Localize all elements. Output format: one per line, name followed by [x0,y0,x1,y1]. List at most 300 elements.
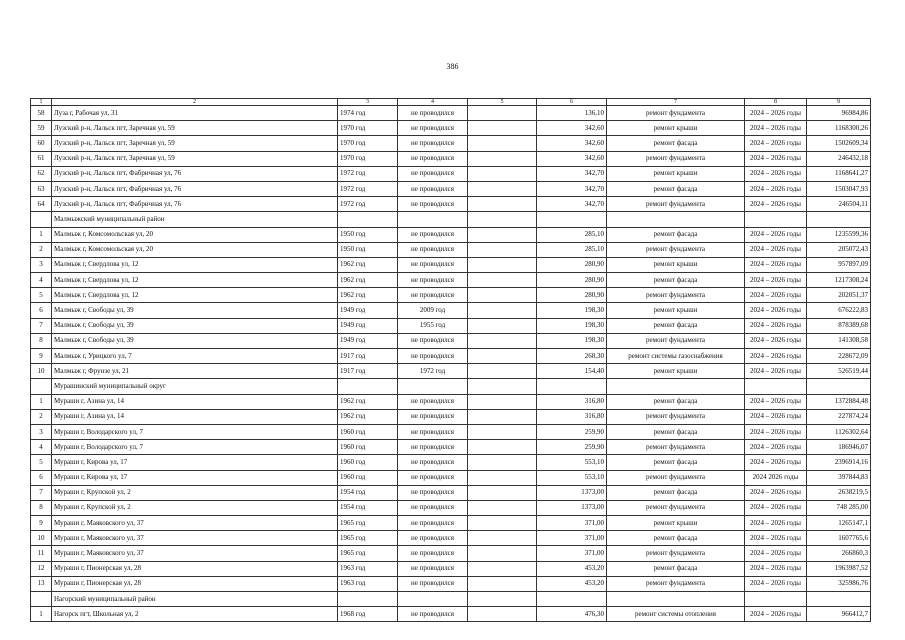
area-cell: 280,90 [537,257,607,272]
address-cell: Мураши г, Пионерская ул, 28 [52,576,338,591]
year-built-cell: 1962 год [338,409,398,424]
row-number: 7 [31,485,52,500]
table-row [31,166,871,181]
work-type-cell: ремонт фундамента [607,470,745,485]
address-cell: Мураши г, Азина ул, 14 [52,394,338,409]
inspection-cell: не проводился [398,136,468,151]
cost-cell: 266860,3 [807,546,871,561]
column-5-cell [468,394,537,409]
year-built-cell: 1954 год [338,485,398,500]
row-number: 3 [31,424,52,439]
year-built-cell: 1963 год [338,561,398,576]
column-5-cell [468,121,537,136]
period-cell: 2024 – 2026 годы [745,151,807,166]
work-type-cell: ремонт фундамента [607,197,745,212]
year-built-cell: 1968 год [338,607,398,622]
work-type-cell: ремонт системы отопления [607,607,745,622]
address-cell: Нагорск пгт, Школьная ул, 2 [52,607,338,622]
area-cell: 268,30 [537,349,607,364]
work-type-cell: ремонт фасада [607,455,745,470]
column-5-cell [468,531,537,546]
cost-cell: 676222,83 [807,303,871,318]
cost-cell: 1126302,64 [807,424,871,439]
year-built-cell: 1960 год [338,455,398,470]
inspection-cell: не проводился [398,151,468,166]
section-title: Мурашинский муниципальный округ [52,379,338,394]
row-number: 63 [31,181,52,196]
address-cell: Лузский р-н, Лальск пгт, Фабричная ул, 76 [52,166,338,181]
section-title: Нагорский муниципальный район [52,592,338,607]
table-row [31,288,871,303]
work-type-cell: ремонт фасада [607,318,745,333]
cost-cell: 1217308,24 [807,273,871,288]
period-cell: 2024 – 2026 годы [745,409,807,424]
address-cell: Малмыж г, Свердлова ул, 12 [52,288,338,303]
section-blank-cell [398,592,468,607]
cost-cell: 1503047,93 [807,181,871,196]
inspection-cell: не проводился [398,227,468,242]
column-header: 1 [31,99,52,106]
column-5-cell [468,440,537,455]
year-built-cell: 1965 год [338,516,398,531]
area-cell: 476,30 [537,607,607,622]
address-cell: Малмыж г, Комсомольская ул, 20 [52,242,338,257]
section-blank-cell [31,379,52,394]
work-type-cell: ремонт фундамента [607,500,745,515]
year-built-cell: 1949 год [338,303,398,318]
area-cell: 259,90 [537,440,607,455]
area-cell: 1373,00 [537,485,607,500]
address-cell: Малмыж г, Свердлова ул, 12 [52,257,338,272]
year-built-cell: 1960 год [338,440,398,455]
address-cell: Малмыж г, Свободы ул, 39 [52,318,338,333]
area-cell: 453,20 [537,561,607,576]
housing-repair-table [30,98,871,622]
row-number: 11 [31,546,52,561]
row-number: 59 [31,121,52,136]
address-cell: Мураши г, Кирова ул, 17 [52,455,338,470]
cost-cell: 246432,18 [807,151,871,166]
inspection-cell: не проводился [398,455,468,470]
inspection-cell: не проводился [398,349,468,364]
page-number: 386 [446,62,459,71]
address-cell: Мураши г, Володарского ул, 7 [52,440,338,455]
address-cell: Лузский р-н, Лальск пгт, Заречная ул, 59 [52,136,338,151]
column-5-cell [468,242,537,257]
column-5-cell [468,273,537,288]
period-cell: 2024 – 2026 годы [745,106,807,121]
column-5-cell [468,485,537,500]
section-blank-cell [745,592,807,607]
work-type-cell: ремонт фундамента [607,288,745,303]
column-5-cell [468,227,537,242]
row-number: 4 [31,273,52,288]
address-cell: Мураши г, Крупской ул, 2 [52,485,338,500]
section-blank-cell [398,212,468,227]
year-built-cell: 1950 год [338,227,398,242]
section-blank-cell [468,212,537,227]
area-cell: 316,80 [537,409,607,424]
period-cell: 2024 – 2026 годы [745,546,807,561]
table-row [31,242,871,257]
year-built-cell: 1949 год [338,318,398,333]
inspection-cell: не проводился [398,500,468,515]
address-cell: Мураши г, Кирова ул, 17 [52,470,338,485]
row-number: 2 [31,242,52,257]
work-type-cell: ремонт фундамента [607,546,745,561]
table-row [31,440,871,455]
section-blank-cell [607,379,745,394]
row-number: 7 [31,318,52,333]
row-number: 3 [31,257,52,272]
year-built-cell: 1917 год [338,349,398,364]
column-5-cell [468,364,537,379]
table-row [31,546,871,561]
row-number: 58 [31,106,52,121]
period-cell: 2024 – 2026 годы [745,500,807,515]
period-cell: 2024 – 2026 годы [745,227,807,242]
row-number: 4 [31,440,52,455]
year-built-cell: 1954 год [338,500,398,515]
cost-cell: 227874,24 [807,409,871,424]
inspection-cell: не проводился [398,485,468,500]
area-cell: 280,90 [537,273,607,288]
column-5-cell [468,424,537,439]
address-cell: Малмыж г, Фрунзе ул, 21 [52,364,338,379]
cost-cell: 748 285,00 [807,500,871,515]
cost-cell: 96984,86 [807,106,871,121]
period-cell: 2024 – 2026 годы [745,136,807,151]
table-row [31,576,871,591]
address-cell: Луза г, Рабочая ул, 31 [52,106,338,121]
area-cell: 371,00 [537,516,607,531]
section-blank-cell [537,379,607,394]
section-row [31,212,871,227]
section-blank-cell [468,379,537,394]
inspection-cell: не проводился [398,288,468,303]
cost-cell: 878389,68 [807,318,871,333]
cost-cell: 202051,37 [807,288,871,303]
year-built-cell: 1963 год [338,576,398,591]
address-cell: Мураши г, Пионерская ул, 28 [52,561,338,576]
table-row [31,531,871,546]
row-number: 9 [31,516,52,531]
address-cell: Лузский р-н, Лальск пгт, Фабричная ул, 76 [52,197,338,212]
column-5-cell [468,181,537,196]
row-number: 13 [31,576,52,591]
section-blank-cell [745,212,807,227]
section-title: Малмыжский муниципальный район [52,212,338,227]
row-number: 1 [31,227,52,242]
address-cell: Мураши г, Маяковского ул, 37 [52,531,338,546]
table-row [31,470,871,485]
year-built-cell: 1972 год [338,166,398,181]
table-row [31,136,871,151]
address-cell: Малмыж г, Свободы ул, 39 [52,303,338,318]
table-body [31,99,871,622]
cost-cell: 141308,58 [807,333,871,348]
address-cell: Малмыж г, Урицкого ул, 7 [52,349,338,364]
column-5-cell [468,409,537,424]
work-type-cell: ремонт фундамента [607,409,745,424]
cost-cell: 2638219,5 [807,485,871,500]
inspection-cell: 2009 год [398,303,468,318]
area-cell: 342,60 [537,121,607,136]
period-cell: 2024 – 2026 годы [745,349,807,364]
work-type-cell: ремонт фасада [607,273,745,288]
period-cell: 2024 – 2026 годы [745,273,807,288]
year-built-cell: 1970 год [338,136,398,151]
inspection-cell: не проводился [398,546,468,561]
table-row [31,394,871,409]
area-cell: 136,10 [537,106,607,121]
column-5-cell [468,607,537,622]
column-5-cell [468,561,537,576]
column-header: 5 [468,99,537,106]
year-built-cell: 1965 год [338,531,398,546]
table-row [31,500,871,515]
table-row [31,364,871,379]
inspection-cell: не проводился [398,197,468,212]
table-row [31,106,871,121]
area-cell: 285,10 [537,227,607,242]
area-cell: 1373,00 [537,500,607,515]
address-cell: Малмыж г, Свердлова ул, 12 [52,273,338,288]
period-cell: 2024 – 2026 годы [745,288,807,303]
cost-cell: 1502609,34 [807,136,871,151]
period-cell: 2024 – 2026 годы [745,303,807,318]
column-5-cell [468,151,537,166]
area-cell: 342,60 [537,136,607,151]
work-type-cell: ремонт фундамента [607,440,745,455]
column-5-cell [468,455,537,470]
year-built-cell: 1965 год [338,546,398,561]
work-type-cell: ремонт крыши [607,166,745,181]
area-cell: 198,30 [537,333,607,348]
section-blank-cell [537,212,607,227]
work-type-cell: ремонт крыши [607,364,745,379]
column-5-cell [468,576,537,591]
section-row [31,379,871,394]
address-cell: Мураши г, Крупской ул, 2 [52,500,338,515]
area-cell: 342,70 [537,181,607,196]
column-header: 7 [607,99,745,106]
row-number: 8 [31,500,52,515]
period-cell: 2024 2026 годы [745,470,807,485]
table-row [31,485,871,500]
year-built-cell: 1972 год [338,197,398,212]
year-built-cell: 1917 год [338,364,398,379]
table-row [31,424,871,439]
cost-cell: 186946,07 [807,440,871,455]
table-row [31,227,871,242]
inspection-cell: не проводился [398,607,468,622]
period-cell: 2024 – 2026 годы [745,166,807,181]
area-cell: 342,60 [537,151,607,166]
table-row [31,197,871,212]
table-row [31,561,871,576]
period-cell: 2024 – 2026 годы [745,197,807,212]
inspection-cell: не проводился [398,181,468,196]
column-5-cell [468,470,537,485]
inspection-cell: не проводился [398,531,468,546]
year-built-cell: 1974 год [338,106,398,121]
period-cell: 2024 – 2026 годы [745,364,807,379]
inspection-cell: не проводился [398,424,468,439]
work-type-cell: ремонт системы газоснабжения [607,349,745,364]
inspection-cell: не проводился [398,106,468,121]
section-blank-cell [607,592,745,607]
section-blank-cell [398,379,468,394]
address-cell: Мураши г, Азина ул, 14 [52,409,338,424]
area-cell: 453,20 [537,576,607,591]
address-cell: Лузский р-н, Лальск пгт, Заречная ул, 59 [52,121,338,136]
address-cell: Мураши г, Володарского ул, 7 [52,424,338,439]
row-number: 10 [31,364,52,379]
inspection-cell: не проводился [398,273,468,288]
address-cell: Малмыж г, Комсомольская ул, 20 [52,227,338,242]
table-row [31,409,871,424]
column-header: 3 [338,99,398,106]
cost-cell: 2396914,16 [807,455,871,470]
inspection-cell: не проводился [398,257,468,272]
table-row [31,455,871,470]
section-blank-cell [807,379,871,394]
area-cell: 285,10 [537,242,607,257]
address-cell: Мураши г, Маяковского ул, 37 [52,516,338,531]
period-cell: 2024 – 2026 годы [745,121,807,136]
period-cell: 2024 – 2026 годы [745,394,807,409]
inspection-cell: 1955 год [398,318,468,333]
area-cell: 198,30 [537,318,607,333]
table-row [31,121,871,136]
area-cell: 198,30 [537,303,607,318]
work-type-cell: ремонт крыши [607,303,745,318]
work-type-cell: ремонт фасада [607,227,745,242]
section-blank-cell [537,592,607,607]
row-number: 62 [31,166,52,181]
cost-cell: 1235599,36 [807,227,871,242]
row-number: 1 [31,607,52,622]
work-type-cell: ремонт фасада [607,181,745,196]
work-type-cell: ремонт крыши [607,121,745,136]
table-row [31,273,871,288]
year-built-cell: 1970 год [338,121,398,136]
period-cell: 2024 – 2026 годы [745,455,807,470]
table-row [31,303,871,318]
work-type-cell: ремонт фасада [607,485,745,500]
section-blank-cell [31,592,52,607]
work-type-cell: ремонт фасада [607,424,745,439]
area-cell: 553,10 [537,455,607,470]
period-cell: 2024 – 2026 годы [745,440,807,455]
address-cell: Малмыж г, Свободы ул, 39 [52,333,338,348]
column-header: 9 [807,99,871,106]
table-row [31,516,871,531]
column-5-cell [468,516,537,531]
year-built-cell: 1962 год [338,257,398,272]
period-cell: 2024 – 2026 годы [745,607,807,622]
area-cell: 553,10 [537,470,607,485]
section-blank-cell [745,379,807,394]
cost-cell: 1168300,26 [807,121,871,136]
row-number: 8 [31,333,52,348]
cost-cell: 228672,09 [807,349,871,364]
column-header: 8 [745,99,807,106]
section-blank-cell [338,592,398,607]
column-5-cell [468,303,537,318]
area-cell: 280,90 [537,288,607,303]
section-blank-cell [607,212,745,227]
cost-cell: 1168641,27 [807,166,871,181]
column-5-cell [468,136,537,151]
area-cell: 259,90 [537,424,607,439]
inspection-cell: 1972 год [398,364,468,379]
table-row [31,151,871,166]
section-blank-cell [807,592,871,607]
section-row [31,592,871,607]
work-type-cell: ремонт фундамента [607,242,745,257]
table-row [31,333,871,348]
cost-cell: 205072,43 [807,242,871,257]
row-number: 6 [31,303,52,318]
row-number: 12 [31,561,52,576]
table-row [31,318,871,333]
row-number: 61 [31,151,52,166]
cost-cell: 1265147,1 [807,516,871,531]
cost-cell: 325986,76 [807,576,871,591]
row-number: 9 [31,349,52,364]
column-number-row [31,99,871,106]
period-cell: 2024 – 2026 годы [745,181,807,196]
cost-cell: 526519,44 [807,364,871,379]
cost-cell: 1607765,6 [807,531,871,546]
column-5-cell [468,288,537,303]
work-type-cell: ремонт фасада [607,561,745,576]
row-number: 64 [31,197,52,212]
inspection-cell: не проводился [398,561,468,576]
cost-cell: 1963987,52 [807,561,871,576]
year-built-cell: 1970 год [338,151,398,166]
cost-cell: 246504,11 [807,197,871,212]
area-cell: 342,70 [537,197,607,212]
year-built-cell: 1962 год [338,394,398,409]
work-type-cell: ремонт фасада [607,531,745,546]
column-header: 6 [537,99,607,106]
column-5-cell [468,349,537,364]
row-number: 2 [31,409,52,424]
period-cell: 2024 – 2026 годы [745,516,807,531]
table-row [31,607,871,622]
table-row [31,181,871,196]
column-5-cell [468,166,537,181]
area-cell: 154,40 [537,364,607,379]
inspection-cell: не проводился [398,576,468,591]
area-cell: 342,70 [537,166,607,181]
period-cell: 2024 – 2026 годы [745,424,807,439]
work-type-cell: ремонт фасада [607,136,745,151]
inspection-cell: не проводился [398,440,468,455]
inspection-cell: не проводился [398,394,468,409]
cost-cell: 397844,83 [807,470,871,485]
column-5-cell [468,197,537,212]
year-built-cell: 1960 год [338,470,398,485]
period-cell: 2024 – 2026 годы [745,561,807,576]
section-blank-cell [338,212,398,227]
cost-cell: 966412,7 [807,607,871,622]
row-number: 10 [31,531,52,546]
inspection-cell: не проводился [398,516,468,531]
